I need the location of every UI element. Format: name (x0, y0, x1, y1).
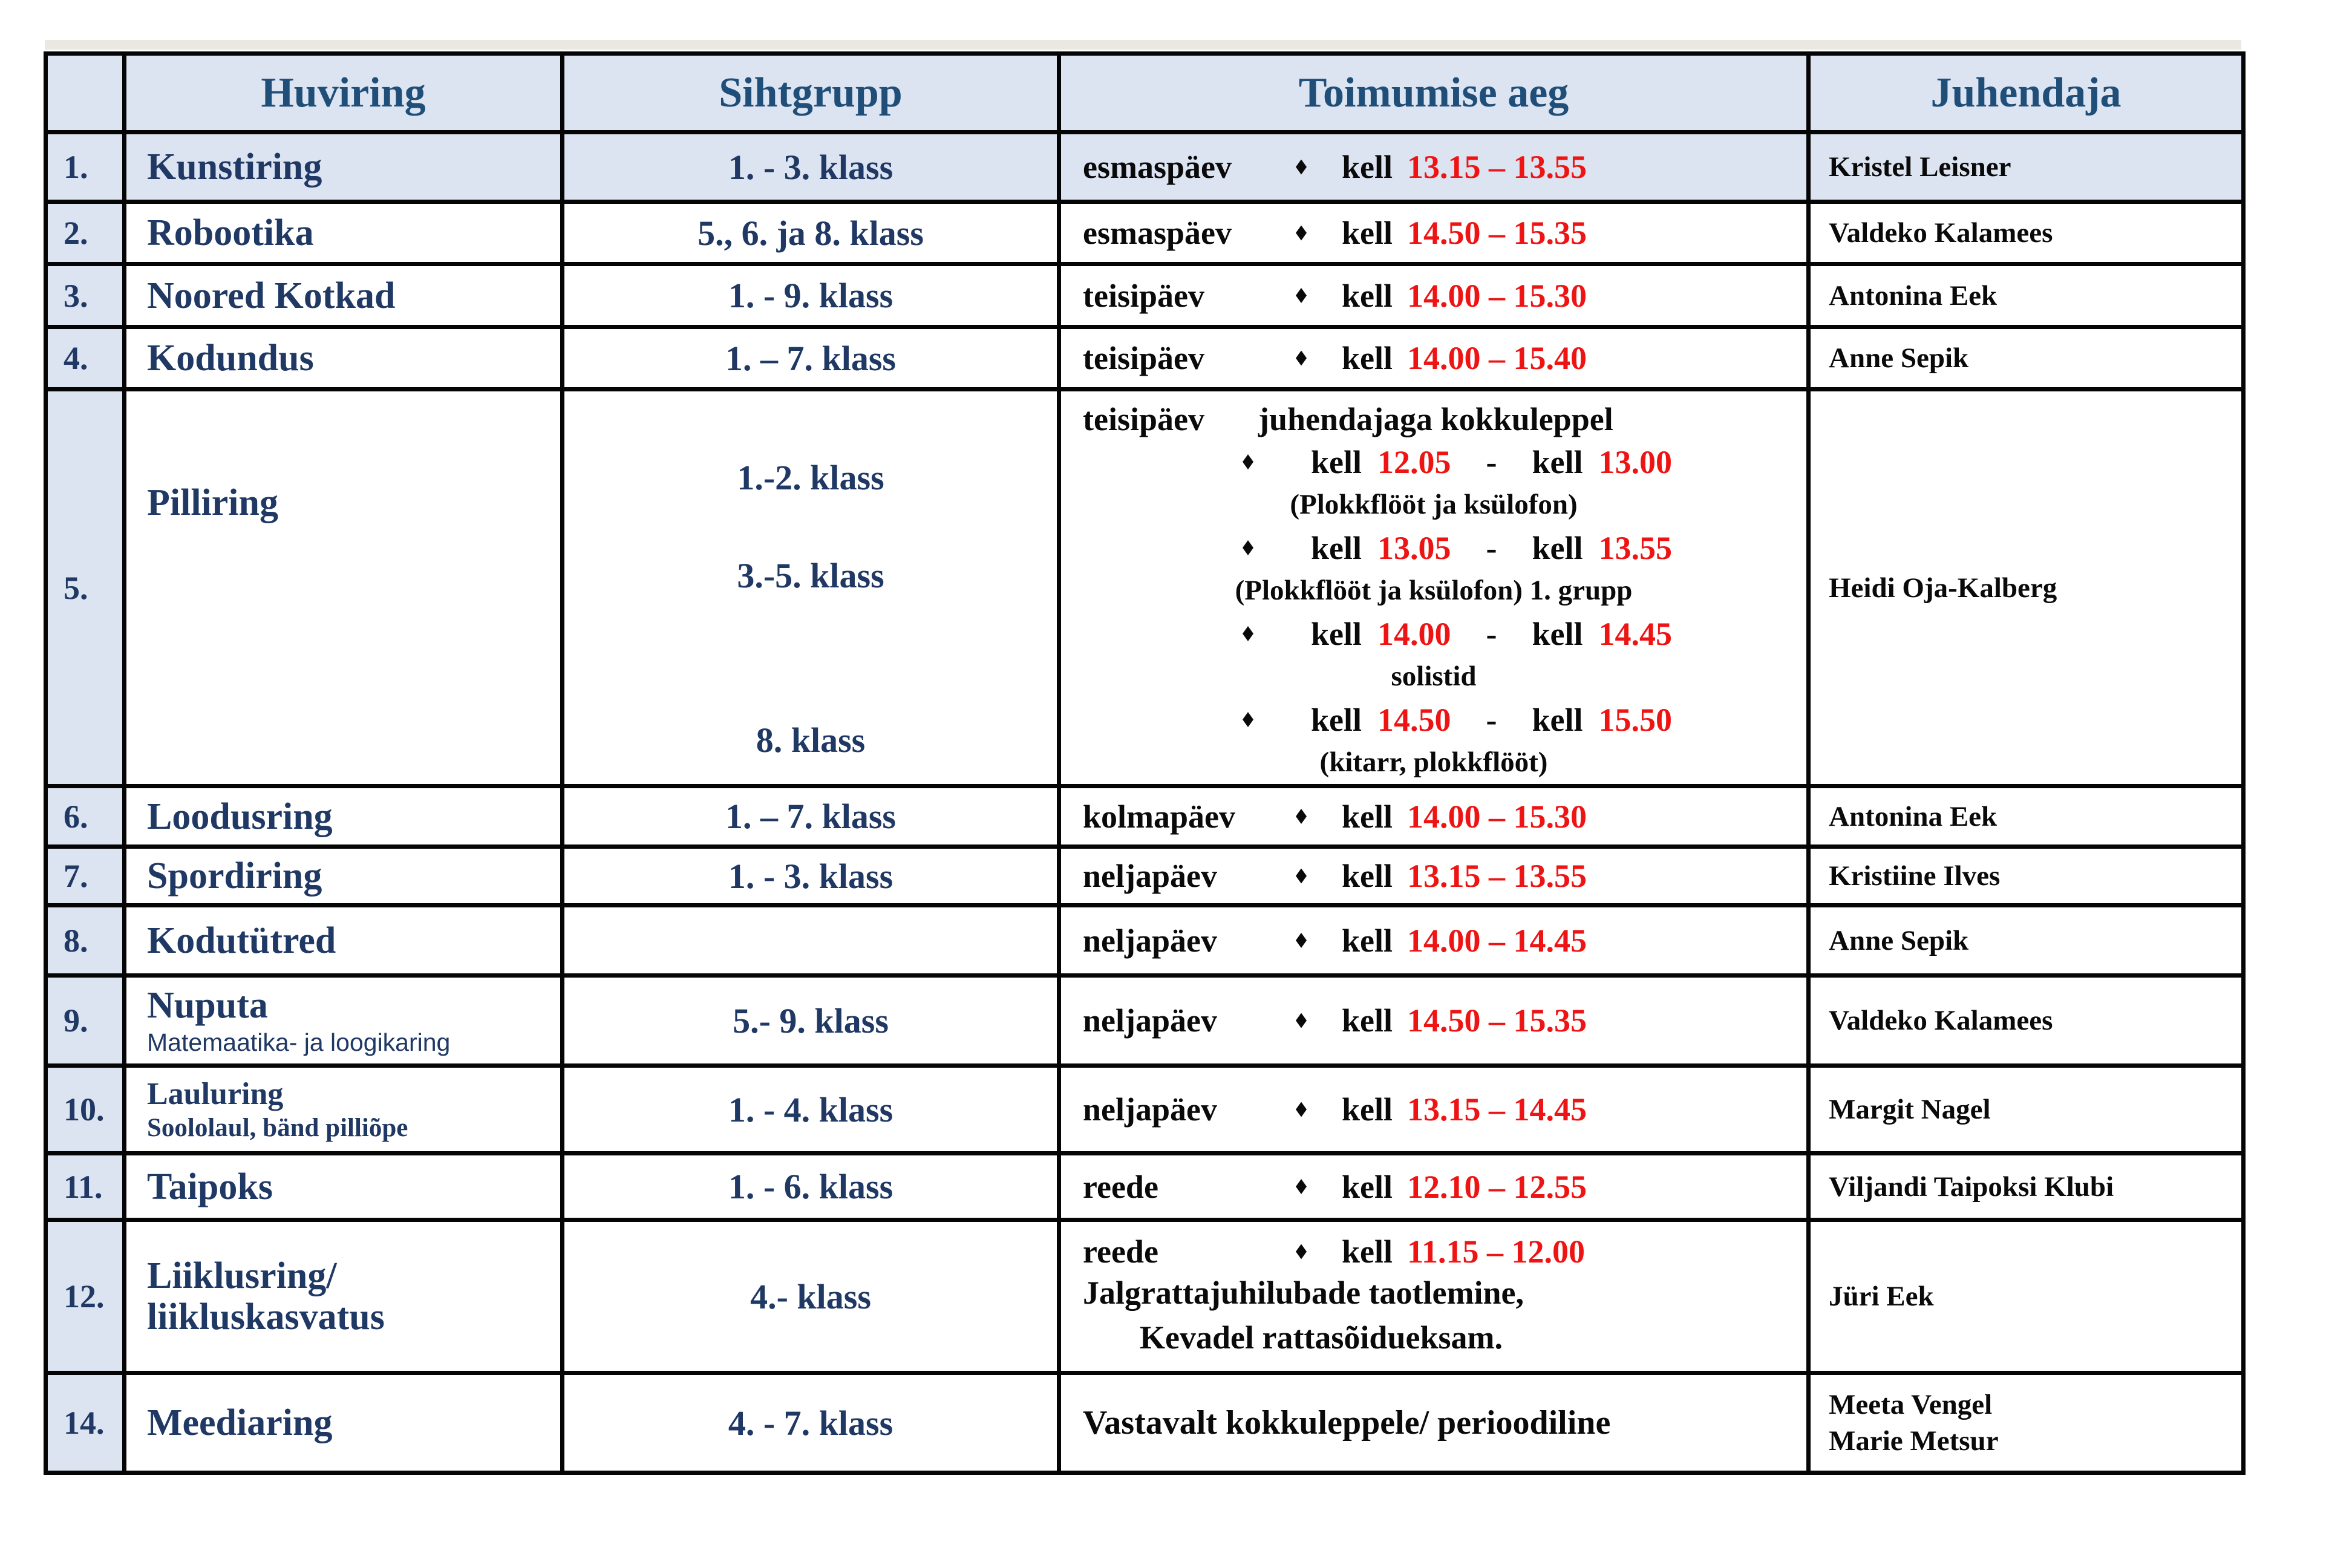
target-group: 1. – 7. klass (725, 797, 896, 836)
activity-cell (125, 390, 563, 786)
weekday: teisipäev (1083, 277, 1204, 314)
bullet-diamond-icon (1296, 160, 1307, 175)
target-group-cell (563, 390, 1059, 786)
weekday: esmaspäev (1083, 149, 1232, 185)
kell-label: kell (1311, 529, 1362, 566)
session-time-line (1061, 440, 1806, 483)
row-number: 11. (64, 1168, 103, 1205)
kell-label: kell (1342, 215, 1393, 251)
time-range: 11.15 – 12.00 (1407, 1233, 1586, 1270)
time-start: 14.00 (1377, 615, 1451, 652)
instructor-cell (1809, 976, 2244, 1066)
time-cell (1059, 264, 1809, 327)
row-number-cell (46, 327, 125, 390)
row-number-cell (46, 1373, 125, 1473)
activity-cell (125, 1066, 563, 1154)
activity-cell (125, 202, 563, 264)
bullet-diamond-icon (1243, 454, 1253, 469)
instructor-name: Marie Metsur (1829, 1425, 1999, 1457)
table-row (46, 1373, 2244, 1473)
time-range: 14.00 – 15.40 (1407, 340, 1587, 376)
target-group: 3.-5. klass (737, 555, 884, 595)
bullet-diamond-icon (1296, 1102, 1307, 1117)
kell-label: kell (1342, 922, 1393, 959)
bullet-diamond-icon (1243, 540, 1253, 555)
row-number-cell (46, 1154, 125, 1220)
column-header-label: Huviring (261, 69, 426, 116)
column-header-label: Sihtgrupp (719, 69, 903, 116)
activity-name: Loodusring (147, 795, 333, 837)
session-time-line (1061, 397, 1806, 440)
session-note: Jalgrattajuhilubade taotlemine, (1083, 1275, 1524, 1311)
target-group-cell (563, 847, 1059, 906)
time-cell (1059, 390, 1809, 786)
kell-label: kell (1532, 701, 1583, 738)
session-time-line (1061, 277, 1806, 315)
row-number: 2. (64, 215, 88, 251)
bullet-diamond-icon (1243, 626, 1253, 641)
instructor-name: Heidi Oja-Kalberg (1829, 572, 2057, 604)
time-start: 14.50 (1377, 701, 1451, 738)
activity-cell (125, 786, 563, 847)
instructor-cell (1809, 786, 2244, 847)
session-time-line (1061, 798, 1806, 835)
time-range: 13.15 – 14.45 (1407, 1091, 1587, 1128)
row-number: 6. (64, 798, 88, 835)
bullet-diamond-icon (1296, 351, 1307, 366)
instructor-name: Kristel Leisner (1829, 151, 2011, 183)
weekday: neljapäev (1083, 1002, 1217, 1039)
kell-label: kell (1342, 1233, 1393, 1270)
instructor-cell (1809, 906, 2244, 976)
activity-cell (125, 327, 563, 390)
session-time-line (1061, 1168, 1806, 1206)
instructor-name: Viljandi Taipoksi Klubi (1829, 1171, 2114, 1203)
target-group-cell (563, 1373, 1059, 1473)
activity-cell (125, 264, 563, 327)
table-row (46, 906, 2244, 976)
time-cell (1059, 906, 1809, 976)
target-group-cell (563, 1154, 1059, 1220)
instructor-name: Kristiine Ilves (1829, 860, 2001, 892)
kell-label: kell (1342, 149, 1393, 185)
session-time-line (1061, 698, 1806, 741)
activity-name: liikluskasvatus (147, 1296, 385, 1338)
target-group: 1. - 3. klass (728, 856, 893, 896)
activity-name: Kunstiring (147, 146, 322, 188)
column-header-juhendaja (1809, 54, 2244, 132)
row-number: 4. (64, 340, 88, 376)
instructor-cell (1809, 1154, 2244, 1220)
row-number: 8. (64, 922, 88, 959)
time-cell (1059, 786, 1809, 847)
target-group: 1. - 6. klass (728, 1167, 893, 1206)
weekday: neljapäev (1083, 858, 1217, 894)
instructor-cell (1809, 1220, 2244, 1373)
target-group-cell (563, 202, 1059, 264)
target-group-cell (563, 786, 1059, 847)
activity-name: Spordiring (147, 855, 322, 897)
time-description: Vastavalt kokkuleppele/ perioodiline (1083, 1404, 1611, 1442)
row-number-cell (46, 906, 125, 976)
session-time-line (1061, 1002, 1806, 1039)
bullet-diamond-icon (1296, 933, 1307, 948)
column-header-label: Juhendaja (1930, 69, 2122, 116)
row-number: 9. (64, 1002, 88, 1039)
time-cell (1059, 132, 1809, 202)
time-start: 12.05 (1377, 443, 1451, 480)
session-time-line (1061, 612, 1806, 655)
session-time-line (1061, 1233, 1806, 1270)
column-header-toimumise-aeg (1059, 54, 1809, 132)
instructor-cell (1809, 202, 2244, 264)
time-cell (1059, 976, 1809, 1066)
bullet-diamond-icon (1296, 809, 1307, 824)
weekday: esmaspäev (1083, 215, 1232, 251)
activity-name: Taipoks (147, 1166, 273, 1207)
activity-cell (125, 1373, 563, 1473)
kell-label: kell (1311, 701, 1362, 738)
time-end: 14.45 (1598, 615, 1673, 652)
session-note: (Plokkflööt ja ksülofon) (1290, 489, 1578, 520)
row-number: 1. (64, 149, 88, 185)
time-dash: - (1486, 701, 1497, 738)
activity-name: Robootika (147, 212, 314, 253)
time-range: 14.50 – 15.35 (1407, 215, 1587, 251)
instructor-name: Jüri Eek (1829, 1281, 1934, 1312)
column-header-huviring (125, 54, 563, 132)
instructor-name: Margit Nagel (1829, 1094, 1991, 1125)
table-row (46, 786, 2244, 847)
time-cell (1059, 1373, 1809, 1473)
bullet-diamond-icon (1296, 1013, 1307, 1028)
row-number-cell (46, 202, 125, 264)
kell-label: kell (1311, 615, 1362, 652)
target-group: 1. - 3. klass (728, 147, 893, 187)
header-row (46, 54, 2244, 132)
target-group: 1. - 9. klass (728, 276, 893, 315)
table-row (46, 390, 2244, 786)
time-dash: - (1486, 615, 1497, 652)
activity-name: Nuputa (147, 985, 268, 1026)
time-start: 13.05 (1377, 529, 1451, 566)
weekday: reede (1083, 1233, 1158, 1270)
session-note: Kevadel rattasõidueksam. (1140, 1319, 1503, 1356)
target-group: 8. klass (756, 720, 866, 760)
kell-label: kell (1342, 340, 1393, 376)
activity-cell (125, 1154, 563, 1220)
time-range: 13.15 – 13.55 (1407, 858, 1587, 894)
weekday: neljapäev (1083, 1091, 1217, 1128)
target-group: 4. - 7. klass (728, 1403, 893, 1443)
target-group: 5., 6. ja 8. klass (697, 213, 924, 253)
column-header-sihtgrupp (563, 54, 1059, 132)
activity-cell (125, 976, 563, 1066)
target-group: 1.-2. klass (737, 457, 884, 497)
time-end: 13.00 (1598, 443, 1673, 480)
time-range: 14.00 – 14.45 (1407, 922, 1587, 959)
target-group: 4.- klass (750, 1276, 871, 1316)
weekday: teisipäev (1083, 400, 1204, 437)
session-time-line (1061, 148, 1806, 186)
row-number-cell (46, 264, 125, 327)
instructor-cell (1809, 264, 2244, 327)
agreement-note: juhendajaga kokkuleppel (1258, 400, 1613, 437)
row-number: 5. (64, 569, 88, 606)
activity-name: Liiklusring/ (147, 1255, 337, 1296)
session-time-line (1061, 339, 1806, 377)
kell-label: kell (1342, 1091, 1393, 1128)
time-cell (1059, 327, 1809, 390)
activity-subtitle: Matemaatika- ja loogikaring (147, 1028, 451, 1056)
kell-label: kell (1311, 443, 1362, 480)
time-range: 14.00 – 15.30 (1407, 798, 1587, 835)
session-note: (Plokkflööt ja ksülofon) 1. grupp (1235, 575, 1633, 606)
bullet-diamond-icon (1296, 226, 1307, 241)
instructor-cell (1809, 1373, 2244, 1473)
time-cell (1059, 1154, 1809, 1220)
kell-label: kell (1342, 277, 1393, 314)
weekday: neljapäev (1083, 922, 1217, 959)
table-row (46, 976, 2244, 1066)
session-time-line (1061, 922, 1806, 959)
row-number-cell (46, 1066, 125, 1154)
table-header (46, 54, 2244, 132)
time-cell (1059, 202, 1809, 264)
table-row (46, 1066, 2244, 1154)
session-note: (kitarr, plokkflööt) (1319, 746, 1548, 778)
activity-name: Meediaring (147, 1402, 333, 1443)
weekday: reede (1083, 1168, 1158, 1205)
kell-label: kell (1532, 615, 1583, 652)
activity-name: Pilliring (147, 482, 278, 523)
instructor-name: Anne Sepik (1829, 924, 1969, 956)
table-row (46, 132, 2244, 202)
kell-label: kell (1342, 798, 1393, 835)
activity-name: Lauluring (147, 1077, 284, 1111)
row-number: 10. (64, 1091, 105, 1128)
table-row (46, 202, 2244, 264)
session-time-line (1061, 214, 1806, 252)
column-header-label: Toimumise aeg (1298, 69, 1569, 116)
target-group-cell (563, 327, 1059, 390)
instructor-cell (1809, 847, 2244, 906)
activity-subtitle: Soololaul, bänd pilliõpe (147, 1114, 408, 1142)
table-row (46, 1154, 2244, 1220)
instructor-name: Anne Sepik (1829, 342, 1969, 374)
row-number: 3. (64, 277, 88, 314)
session-time-line (1061, 857, 1806, 895)
target-group-cell (563, 264, 1059, 327)
table-body (46, 132, 2244, 1473)
time-range: 13.15 – 13.55 (1407, 149, 1587, 185)
weekday: teisipäev (1083, 340, 1204, 376)
row-number-cell (46, 976, 125, 1066)
time-end: 13.55 (1598, 529, 1673, 566)
corner-cell (46, 54, 125, 132)
session-time-line (1061, 526, 1806, 569)
target-group-cell (563, 132, 1059, 202)
schedule-table (44, 51, 2246, 1475)
target-group-cell (563, 976, 1059, 1066)
row-number-cell (46, 786, 125, 847)
row-number: 14. (64, 1405, 105, 1441)
row-number: 12. (64, 1278, 105, 1315)
bullet-diamond-icon (1296, 288, 1307, 303)
target-group: 1. - 4. klass (728, 1089, 893, 1129)
instructor-cell (1809, 1066, 2244, 1154)
time-end: 15.50 (1598, 701, 1673, 738)
activity-name: Noored Kotkad (147, 275, 396, 316)
target-group: 5.- 9. klass (733, 1001, 889, 1040)
kell-label: kell (1342, 858, 1393, 894)
target-group-cell (563, 906, 1059, 976)
bullet-diamond-icon (1296, 1244, 1307, 1259)
row-number-cell (46, 1220, 125, 1373)
target-group-cell (563, 1066, 1059, 1154)
instructor-name: Antonina Eek (1829, 800, 1998, 832)
row-number-cell (46, 132, 125, 202)
table-top-shadow (45, 40, 2241, 50)
activity-cell (125, 906, 563, 976)
table-row (46, 847, 2244, 906)
bullet-diamond-icon (1296, 869, 1307, 884)
activity-cell (125, 1220, 563, 1373)
activity-cell (125, 847, 563, 906)
activity-name: Kodutütred (147, 920, 336, 961)
kell-label: kell (1532, 529, 1583, 566)
time-dash: - (1486, 529, 1497, 566)
bullet-diamond-icon (1243, 712, 1253, 727)
row-number-cell (46, 390, 125, 786)
instructor-name: Valdeko Kalamees (1829, 217, 2053, 249)
time-cell (1059, 847, 1809, 906)
instructor-name: Antonina Eek (1829, 279, 1998, 312)
kell-label: kell (1342, 1168, 1393, 1205)
time-range: 12.10 – 12.55 (1407, 1168, 1587, 1205)
weekday: kolmapäev (1083, 798, 1236, 835)
bullet-diamond-icon (1296, 1179, 1307, 1194)
time-range: 14.50 – 15.35 (1407, 1002, 1587, 1039)
time-dash: - (1486, 443, 1497, 480)
kell-label: kell (1342, 1002, 1393, 1039)
session-time-line (1061, 1091, 1806, 1128)
instructor-cell (1809, 132, 2244, 202)
time-range: 14.00 – 15.30 (1407, 277, 1587, 314)
instructor-cell (1809, 327, 2244, 390)
table-row (46, 1220, 2244, 1373)
instructor-cell (1809, 390, 2244, 786)
instructor-name: Meeta Vengel (1829, 1389, 1993, 1420)
activity-name: Kodundus (147, 338, 314, 379)
target-group: 1. – 7. klass (725, 338, 896, 378)
target-group-cell (563, 1220, 1059, 1373)
session-note: solistid (1391, 661, 1477, 692)
table-row (46, 264, 2244, 327)
time-cell (1059, 1066, 1809, 1154)
row-number-cell (46, 847, 125, 906)
activity-cell (125, 132, 563, 202)
row-number: 7. (64, 858, 88, 894)
kell-label: kell (1532, 443, 1583, 480)
instructor-name: Valdeko Kalamees (1829, 1005, 2053, 1036)
table-row (46, 327, 2244, 390)
time-cell (1059, 1220, 1809, 1373)
